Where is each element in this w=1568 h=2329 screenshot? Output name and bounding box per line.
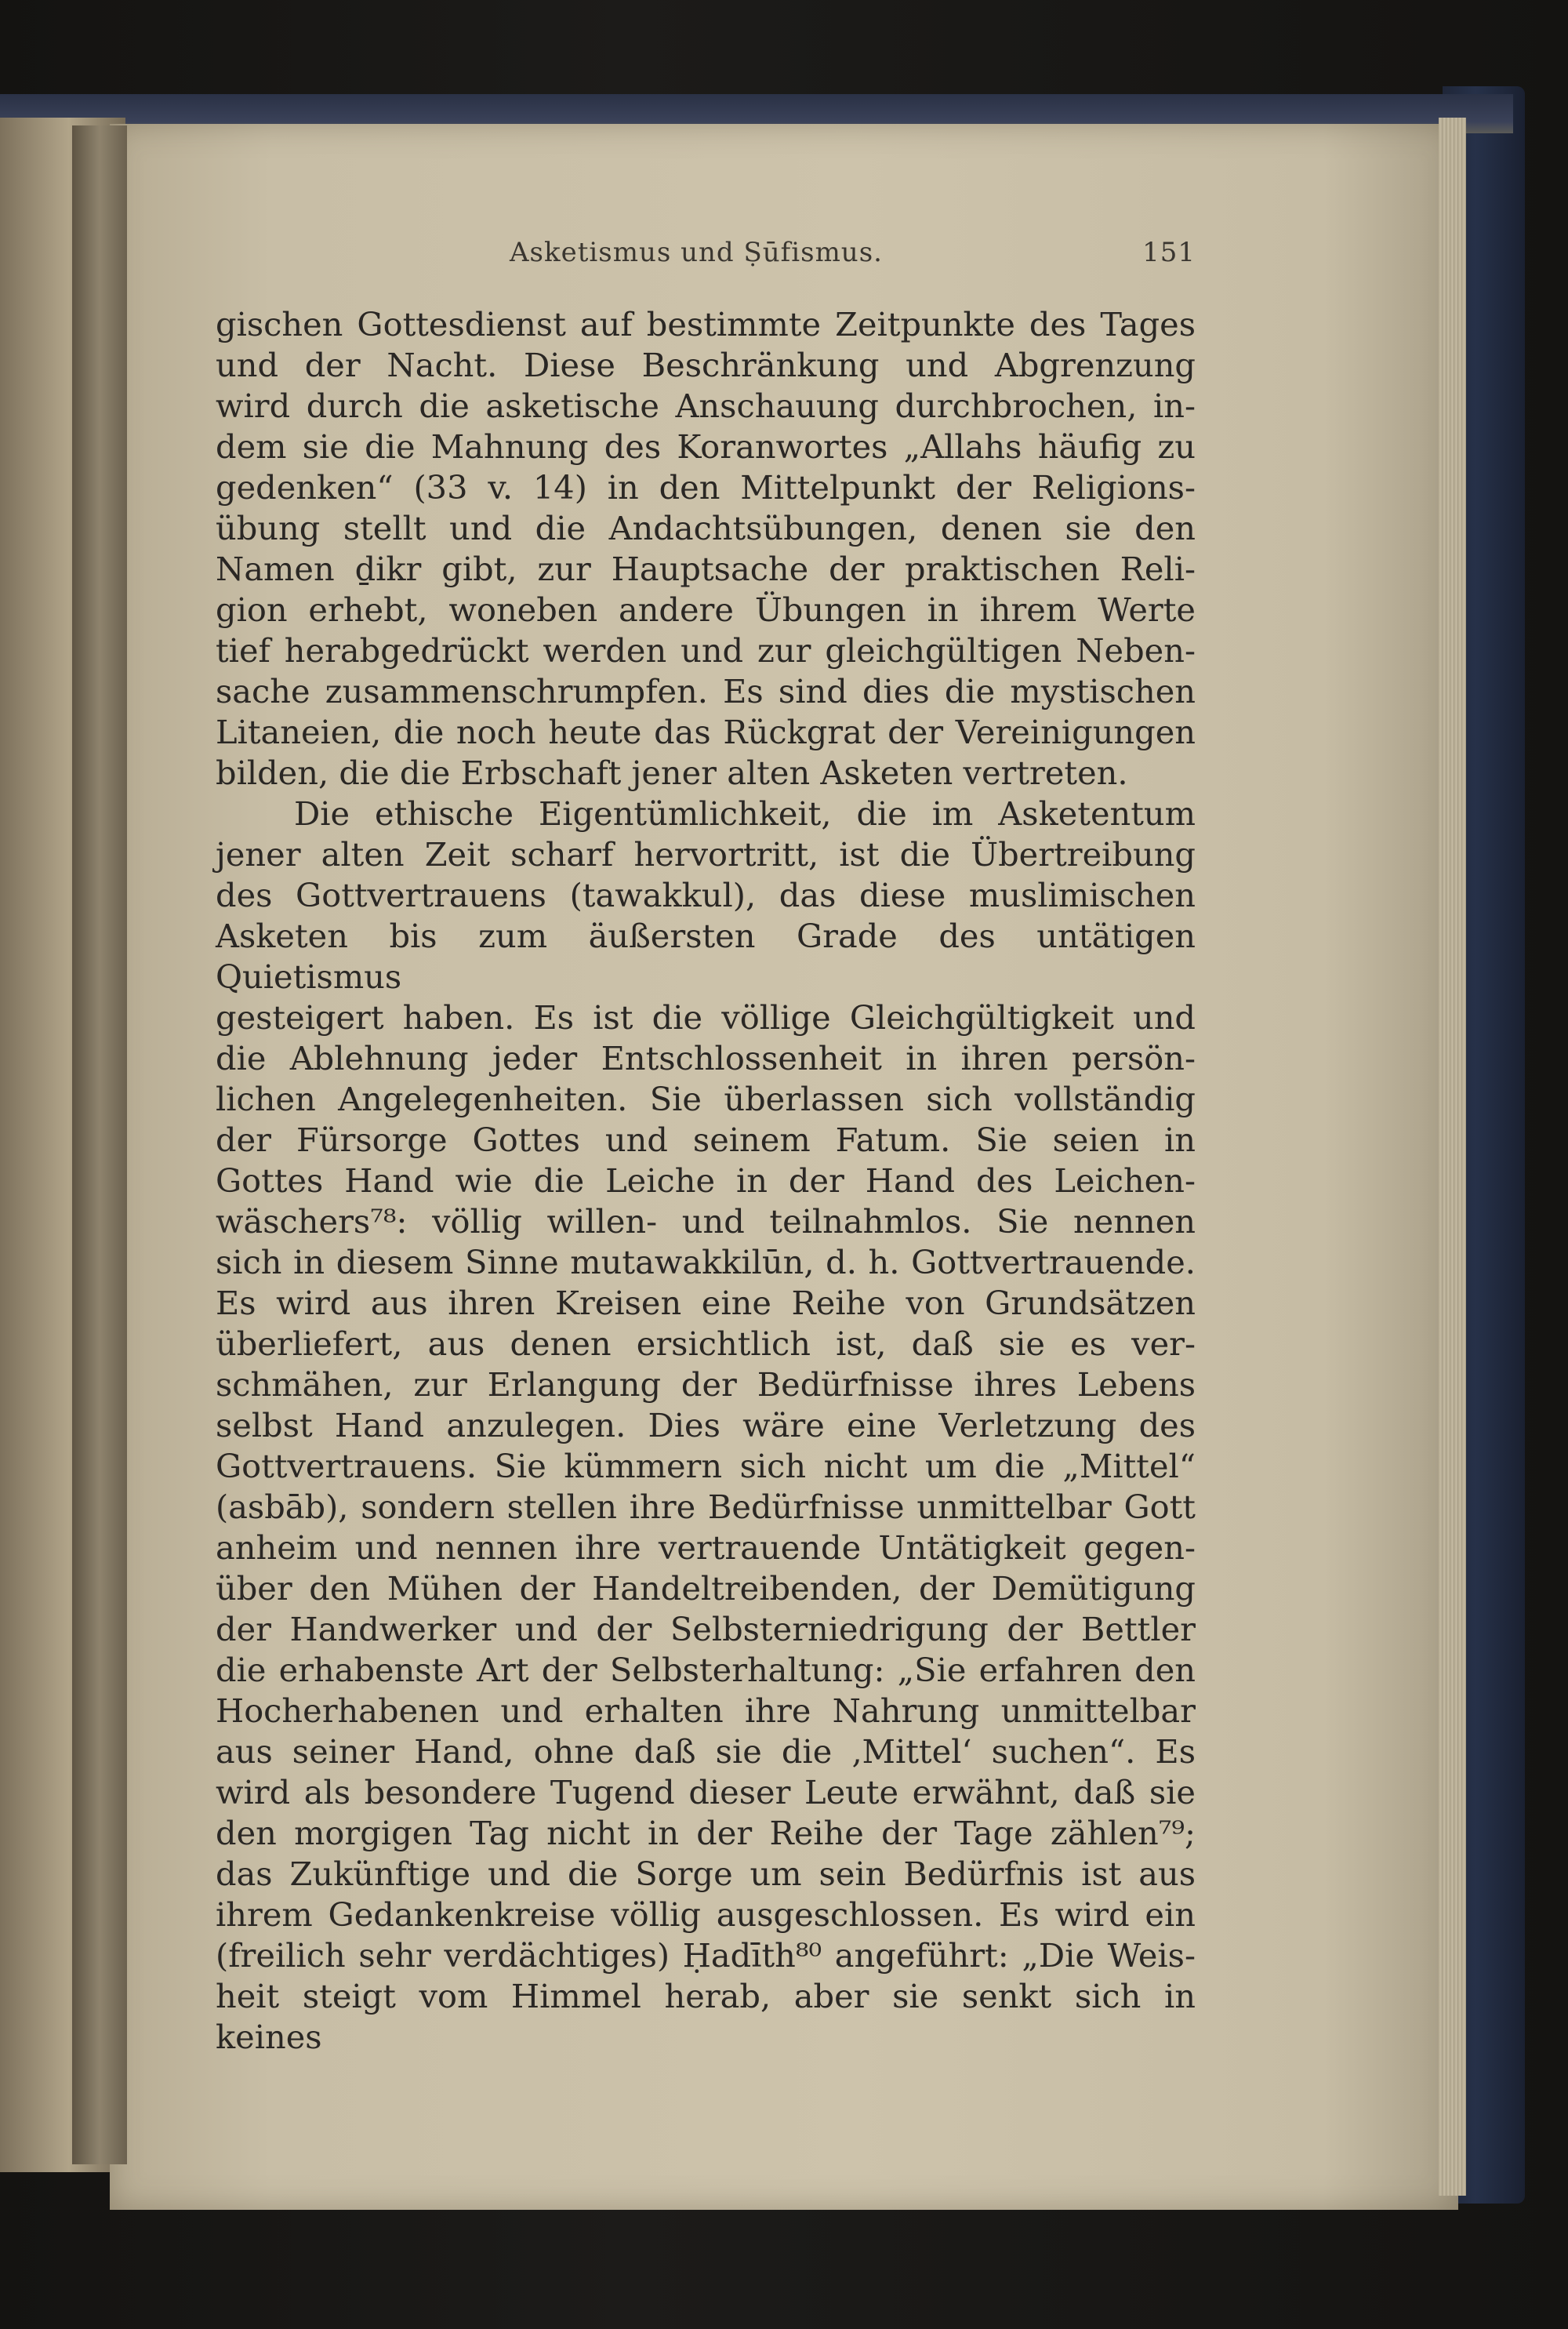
text-line: ihrem Gedankenkreise völlig ausgeschlossen. Es wird ein <box>216 1895 1196 1934</box>
text-line: überliefert, aus denen ersichtlich ist, daß sie es ver- <box>216 1324 1196 1363</box>
text-line: sich in diesem Sinne mutawakkilūn, d. h. Gottvertrauende. <box>216 1243 1196 1281</box>
text-line: Gottes Hand wie die Leiche in der Hand des Leichen- <box>216 1161 1196 1200</box>
body-text <box>216 304 1196 2058</box>
paragraph-1 <box>216 304 1196 794</box>
text-line: Gottvertrauens. Sie kümmern sich nicht um die „Mittel“ <box>216 1447 1196 1485</box>
page-stack-edge <box>1439 118 1466 2196</box>
text-line: die Ablehnung jeder Entschlossenheit in ihren persön- <box>216 1039 1196 1077</box>
text-line: die erhabenste Art der Selbsterhaltung: „Sie erfahren den <box>216 1651 1196 1689</box>
running-title: Asketismus und Ṣūfismus. <box>510 237 883 268</box>
text-line: und der Nacht. Diese Beschränkung und Abgrenzung <box>216 346 1196 384</box>
text-line: (asbāb), sondern stellen ihre Bedürfnisse unmittelbar Gott <box>216 1488 1196 1526</box>
text-line: anheim und nennen ihre vertrauende Untätigkeit gegen- <box>216 1528 1196 1567</box>
text-line: sache zusammenschrumpfen. Es sind dies die mystischen <box>216 672 1196 710</box>
text-line: über den Mühen der Handeltreibenden, der Demütigung <box>216 1569 1196 1608</box>
text-line: schmähen, zur Erlangung der Bedürfnisse ihres Lebens <box>216 1365 1196 1404</box>
text-line: des Gottvertrauens (tawakkul), das diese muslimischen <box>216 876 1196 914</box>
text-line: Die ethische Eigentümlichkeit, die im Asketentum <box>294 794 1196 833</box>
text-line: (freilich sehr verdächtiges) Ḥadīth⁸⁰ angeführt: „Die Weis- <box>216 1936 1196 1975</box>
text-line: Litaneien, die noch heute das Rückgrat der Vereinigungen <box>216 713 1196 751</box>
page-number: 151 <box>1142 237 1196 268</box>
running-header <box>216 232 1196 279</box>
text-line: gischen Gottesdienst auf bestimmte Zeitpunkte des Tages <box>216 305 1196 343</box>
text-line: der Fürsorge Gottes und seinem Fatum. Sie seien in <box>216 1121 1196 1159</box>
text-line: wird als besondere Tugend dieser Leute erwähnt, daß sie <box>216 1773 1196 1811</box>
text-line: gedenken“ (33 v. 14) in den Mittelpunkt der Religions- <box>216 468 1196 507</box>
text-line: gion erhebt, woneben andere Übungen in ihrem Werte <box>216 590 1196 629</box>
text-line: lichen Angelegenheiten. Sie überlassen sich vollständig <box>216 1080 1196 1118</box>
text-line: übung stellt und die Andachtsübungen, denen sie den <box>216 509 1196 547</box>
text-line: selbst Hand anzulegen. Dies wäre eine Verletzung des <box>216 1406 1196 1444</box>
text-line: der Handwerker und der Selbsterniedrigung der Bettler <box>216 1610 1196 1648</box>
text-line: aus seiner Hand, ohne daß sie die ‚Mittel‘ suchen“. Es <box>216 1732 1196 1771</box>
paragraph-2 <box>216 794 1196 2058</box>
text-line: wird durch die asketische Anschauung durchbrochen, in- <box>216 387 1196 425</box>
text-line: Hocherhabenen und erhalten ihre Nahrung unmittelbar <box>216 1691 1196 1730</box>
page-gutter <box>72 125 127 2164</box>
text-line: den morgigen Tag nicht in der Reihe der Tage zählen⁷⁹; <box>216 1814 1196 1852</box>
text-line: Es wird aus ihren Kreisen eine Reihe von Grundsätzen <box>216 1284 1196 1322</box>
text-line: bilden, die die Erbschaft jener alten Asketen vertreten. <box>216 754 1128 792</box>
text-line: wäschers⁷⁸: völlig willen- und teilnahmlos. Sie nennen <box>216 1202 1196 1241</box>
text-line: gesteigert haben. Es ist die völlige Gleichgültigkeit und <box>216 998 1196 1037</box>
text-line: heit steigt vom Himmel herab, aber sie senkt sich in keines <box>216 1977 1196 2056</box>
text-line: tief herabgedrückt werden und zur gleichgültigen Neben- <box>216 631 1196 670</box>
text-line: jener alten Zeit scharf hervortritt, ist die Übertreibung <box>216 835 1196 874</box>
text-line: das Zukünftige und die Sorge um sein Bedürfnis ist aus <box>216 1855 1196 1893</box>
text-line: Namen ḏikr gibt, zur Hauptsache der praktischen Reli- <box>216 550 1196 588</box>
text-line: Asketen bis zum äußersten Grade des untätigen Quietismus <box>216 917 1196 996</box>
text-line: dem sie die Mahnung des Koranwortes „Allahs häufig zu <box>216 427 1196 466</box>
